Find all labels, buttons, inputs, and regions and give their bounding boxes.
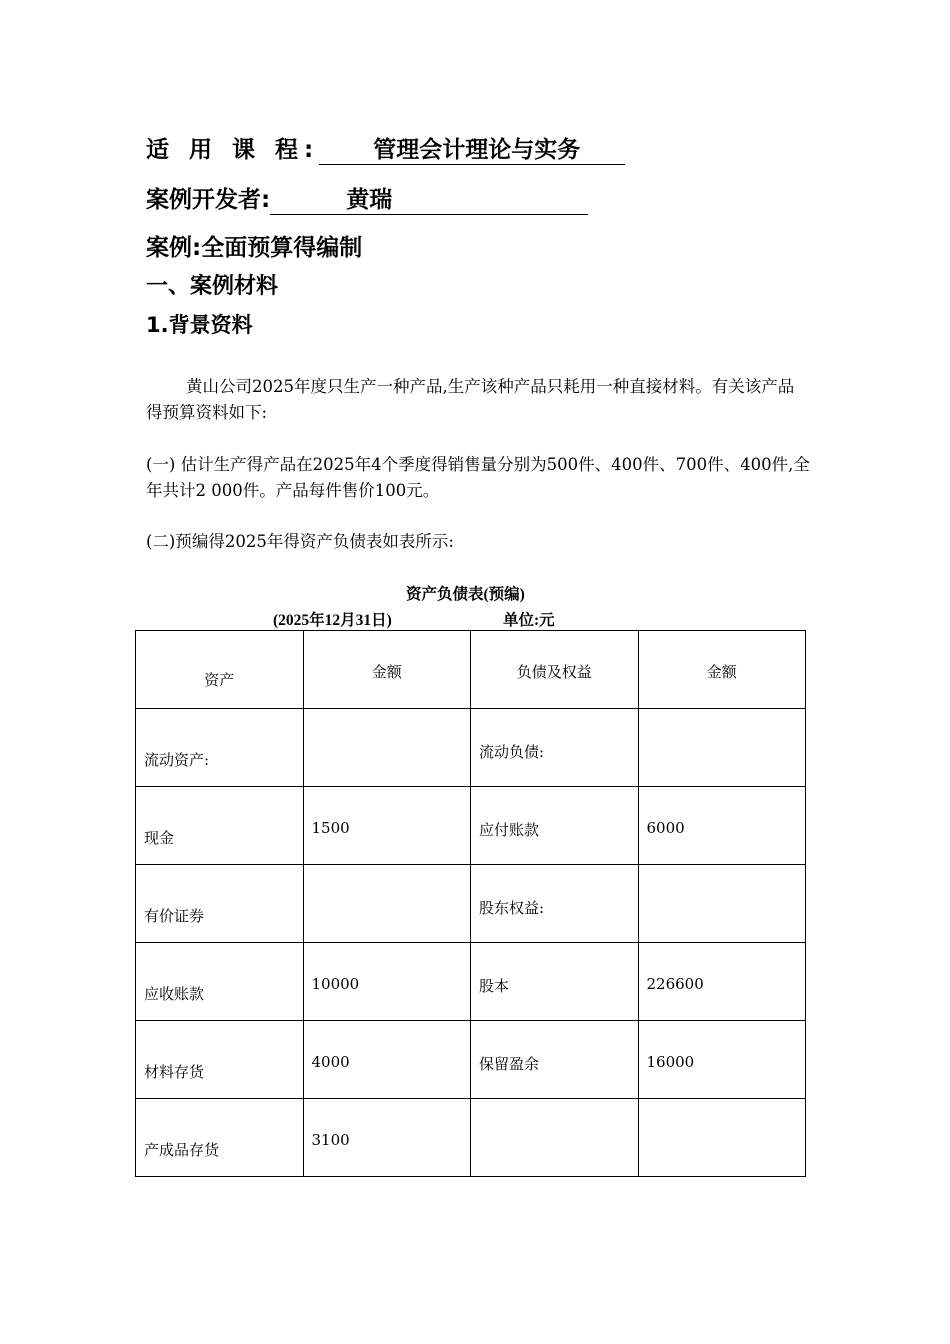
table-cell: 应收账款 [136, 943, 304, 1021]
header-amount: 金额 [638, 631, 806, 709]
table-cell: 材料存货 [136, 1021, 304, 1099]
case-title: 案例:全面预算得编制 [146, 235, 363, 261]
table-cell: 股东权益: [471, 865, 639, 943]
table-cell: 16000 [638, 1021, 806, 1099]
table-title: 资产负债表(预编) [406, 586, 525, 603]
header-amount: 金额 [303, 631, 471, 709]
table-row [136, 865, 806, 943]
header-liabilities-equity: 负债及权益 [471, 631, 639, 709]
table-cell: 保留盈余 [471, 1021, 639, 1099]
table-cell: 产成品存货 [136, 1099, 304, 1177]
section-heading: 一、案例材料 [146, 274, 279, 299]
item2-paragraph: (二)预编得2025年得资产负债表如表所示: [146, 532, 454, 551]
table-cell [303, 709, 471, 787]
table-cell: 3100 [303, 1099, 471, 1177]
developer-line [146, 185, 588, 215]
table-cell: 10000 [303, 943, 471, 1021]
item1-paragraph: (一) 估计生产得产品在2025年4个季度得销售量分别为500件、400件、700件、400件,全年共计2 000件。产品每件售价100元。 [146, 455, 810, 500]
table-cell [303, 865, 471, 943]
table-row [136, 943, 806, 1021]
course-line [146, 135, 625, 165]
course-value: 管理会计理论与实务 [319, 136, 625, 165]
table-header-row [136, 631, 806, 709]
table-row [136, 1021, 806, 1099]
intro-paragraph: 黄山公司2025年度只生产一种产品,生产该种产品只耗用一种直接材料。有关该产品得预算资料如下: [146, 377, 795, 422]
developer-label: 案例开发者: [146, 187, 271, 213]
table-row [136, 787, 806, 865]
course-label: 适 用 课 程: [146, 137, 320, 163]
table-date: (2025年12月31日) [273, 612, 392, 629]
table-cell: 现金 [136, 787, 304, 865]
subsection-heading: 1.背景资料 [146, 313, 253, 337]
table-cell: 有价证券 [136, 865, 304, 943]
table-cell [638, 1099, 806, 1177]
table-cell: 4000 [303, 1021, 471, 1099]
table-cell: 应付账款 [471, 787, 639, 865]
table-row [136, 709, 806, 787]
table-cell [471, 1099, 639, 1177]
table-cell: 流动资产: [136, 709, 304, 787]
table-cell: 1500 [303, 787, 471, 865]
table-cell: 流动负债: [471, 709, 639, 787]
table-cell [638, 709, 806, 787]
table-row [136, 1099, 806, 1177]
balance-sheet-table [135, 630, 806, 1177]
table-cell: 6000 [638, 787, 806, 865]
table-cell [638, 865, 806, 943]
table-unit: 单位:元 [503, 612, 555, 629]
header-assets: 资产 [136, 631, 304, 709]
developer-value: 黄瑞 [270, 186, 588, 215]
table-cell: 股本 [471, 943, 639, 1021]
table-cell: 226600 [638, 943, 806, 1021]
